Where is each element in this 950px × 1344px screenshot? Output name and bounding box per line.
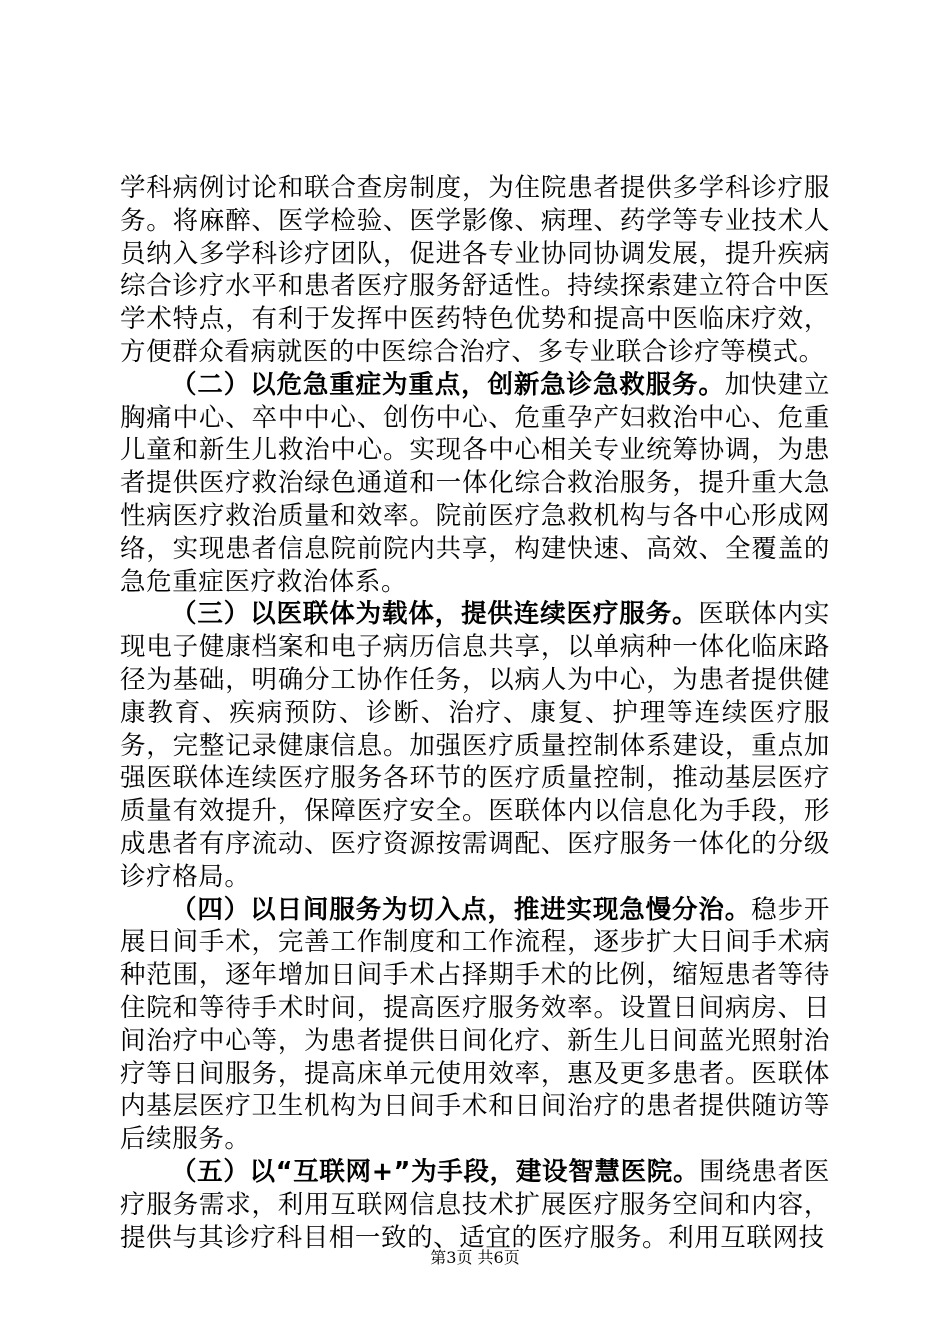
paragraph-text: 加快建立胸痛中心、卒中中心、创伤中心、危重孕产妇救治中心、危重儿童和新生儿救治中心。实现各中心相关专业统筹协调，为患者提供医疗救治绿色通道和一体化综合救治服务，提升重大急性病医疗救治质量和效率。院前医疗急救机构与各中心形成网络，实现患者信息院前院内共享，构建快速、高效、全覆盖的急危重症医疗救治体系。 (120, 369, 830, 597)
paragraph-day-services (120, 894, 830, 1156)
paragraph-smart-hospital (120, 1156, 830, 1254)
paragraph-text: 学科病例讨论和联合查房制度，为住院患者提供多学科诊疗服务。将麻醉、医学检验、医学影像、病理、药学等专业技术人员纳入多学科诊疗团队，促进各专业协同协调发展，提升疾病综合诊疗水平和患者医疗服务舒适性。持续探索建立符合中医学术特点，有利于发挥中医药特色优势和提高中医临床疗效，方便群众看病就医的中医综合治疗、多专业联合诊疗等模式。 (120, 173, 830, 367)
paragraph-continuation (120, 172, 830, 369)
paragraph-text: 稳步开展日间手术，完善工作制度和工作流程，逐步扩大日间手术病种范围，逐年增加日间手术占择期手术的比例，缩短患者等待住院和等待手术时间，提高医疗服务效率。设置日间病房、日间治疗中心等，为患者提供日间化疗、新生儿日间蓝光照射治疗等日间服务，提高床单元使用效率，惠及更多患者。医联体内基层医疗卫生机构为日间手术和日间治疗的患者提供随访等后续服务。 (120, 894, 830, 1155)
paragraph-text: 围绕患者医疗服务需求，利用互联网信息技术扩展医疗服务空间和内容，提供与其诊疗科目相一致的、适宜的医疗服务。利用互联网技 (120, 1156, 830, 1253)
paragraph-medical-consortium (120, 598, 830, 893)
page-number-footer: 第3页 共6页 (430, 1248, 520, 1267)
section-heading: （五）以“互联网+”为手段，建设智慧医院。 (171, 1156, 700, 1187)
section-heading: （四）以日间服务为切入点，推进实现急慢分治。 (171, 894, 752, 925)
section-heading: （二）以危急重症为重点，创新急诊急救服务。 (171, 369, 725, 400)
section-heading: （三）以医联体为载体，提供连续医疗服务。 (171, 599, 699, 630)
paragraph-emergency-services (120, 369, 830, 599)
paragraph-text: 医联体内实现电子健康档案和电子病历信息共享，以单病种一体化临床路径为基础，明确分工协作任务，以病人为中心，为患者提供健康教育、疾病预防、诊断、治疗、康复、护理等连续医疗服务，完整记录健康信息。加强医疗质量控制体系建设，重点加强医联体连续医疗服务各环节的医疗质量控制，推动基层医疗质量有效提升，保障医疗安全。医联体内以信息化为手段，形成患者有序流动、医疗资源按需调配、医疗服务一体化的分级诊疗格局。 (120, 599, 830, 892)
document-body (120, 172, 830, 1254)
